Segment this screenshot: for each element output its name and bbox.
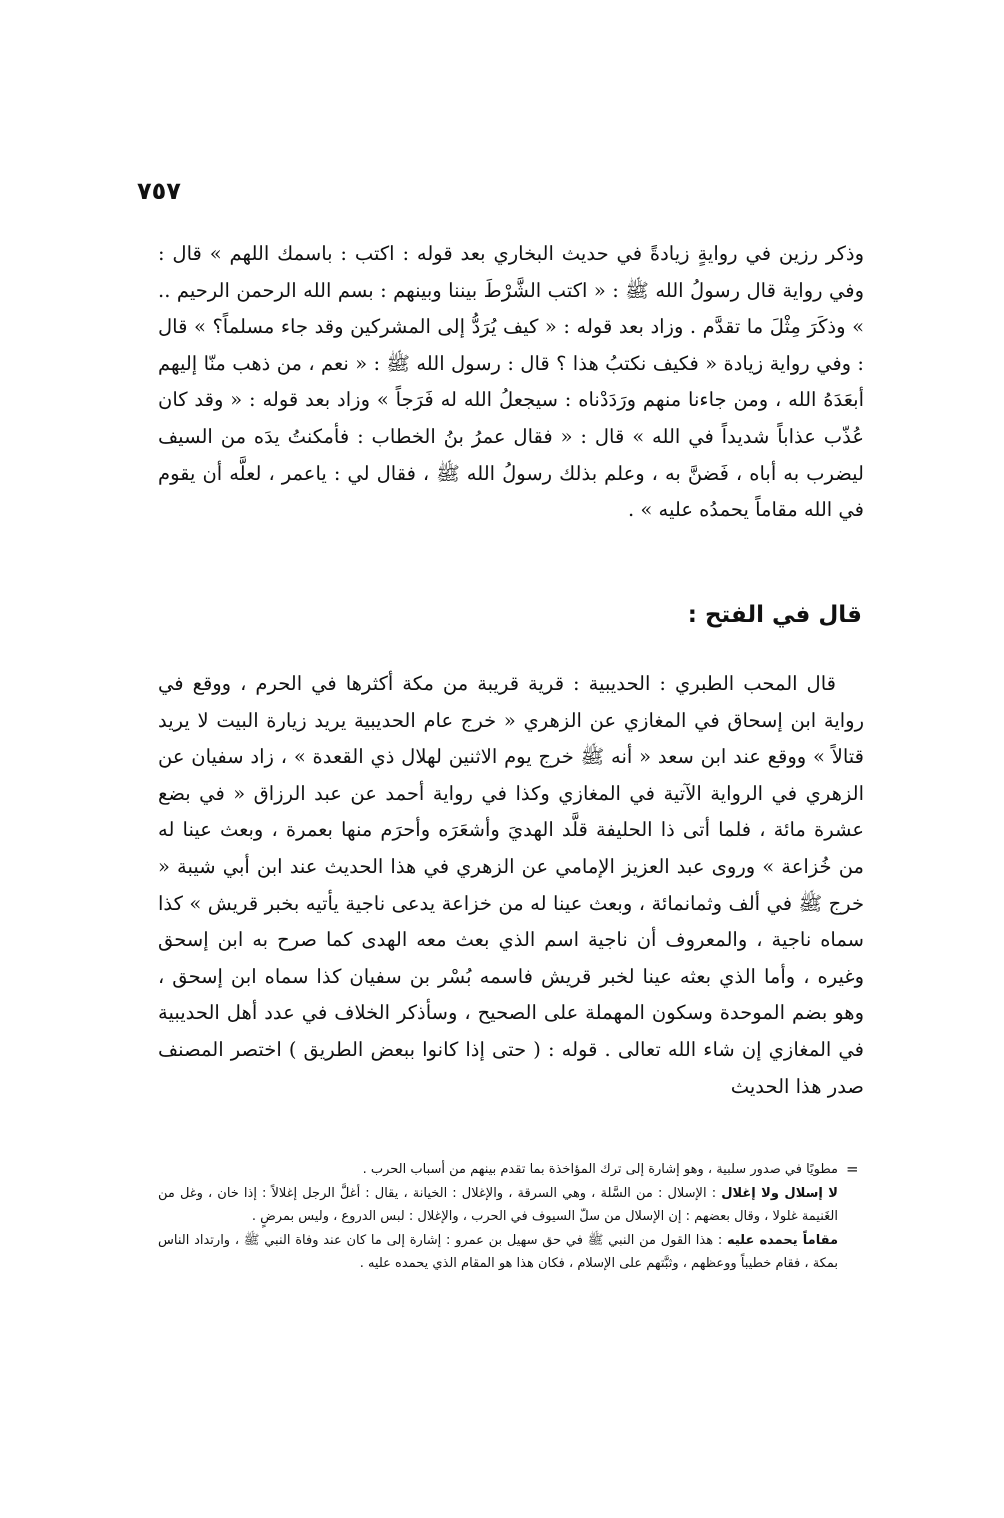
footnote-3 — [158, 1229, 838, 1276]
paragraph-2: قال المحب الطبري : الحديبية : قرية قريبة من مكة أكثرها في الحرم ، ووقع في رواية ابن إسحاق في المغازي عن الزهري « خرج عام الحديبية يريد زيارة البيت لا يريد قتالاً » ووقع عند ابن سعد « أنه ﷺ خرج يوم الاثنين لهلال ذي القعدة » ، زاد سفيان عن الزهري في الرواية الآتية في المغازي وكذا في رواية أحمد عن عبد الرزاق « في بضع عشرة مائة ، فلما أتى ذا الحليفة قلَّد الهديَ وأشعَرَه وأحرَم منها بعمرة ، وبعث عينا له من خُزاعة » وروى عبد العزيز الإمامي عن الزهري في هذا الحديث عند ابن أبي شيبة « خرج ﷺ في ألف وثمانمائة ، وبعث عينا له من خزاعة يدعى ناجية يأتيه بخبر قريش » كذا سماه ناجية ، والمعروف أن ناجية اسم الذي بعث معه الهدى كما صرح به ابن إسحق وغيره ، وأما الذي بعثه عينا لخبر قريش فاسمه بُسْر بن سفيان كذا سماه ابن إسحق ، وهو بضم الموحدة وسكون المهملة على الصحيح ، وسأذكر الخلاف في عدد أهل الحديبية في المغازي إن شاء الله تعالى . قوله : ( حتى إذا كانوا ببعض الطريق ) اختصر المصنف صدر هذا الحديث — [158, 672, 864, 1098]
footnotes — [158, 1158, 838, 1276]
footnote-continuation-marker: = — [846, 1160, 859, 1178]
section-heading: قال في الفتح : — [687, 602, 862, 628]
footnote-3-term: مقاماً يحمده عليه — [726, 1232, 839, 1248]
footnote-3-text: : هذا القول من النبي ﷺ في حق سهيل بن عمرو : إشارة إلى ما كان عند وفاة النبي ﷺ ، وارتداد الناس بمكة ، فقام خطيباً ووعظهم ، وثبَّتهم على الإسلام ، فكان هذا هو المقام الذي يحمده عليه . — [158, 1232, 838, 1271]
footnote-2-term: لا إسلال ولا إغلال — [721, 1185, 838, 1201]
footnote-1: مطويًا في صدور سلبية ، وهو إشارة إلى ترك المؤاخذة بما تقدم بينهم من أسباب الحرب . — [362, 1162, 838, 1177]
footnote-2-text: : الإسلال : من السَّلة ، وهي السرقة ، والإغلال : الخيانة ، يقال : أغلَّ الرجل إغلالاً : إذا خان ، وغل من الغَنيمة غلولا ، وقال بعضهم : إن الإسلال من سلّ السيوف في الحرب ، والإغلال : لبس الدروع ، وليس بمرضٍ . — [158, 1185, 838, 1224]
footnote-2 — [158, 1182, 838, 1229]
page-number: ٧٥٧ — [137, 177, 181, 205]
paragraph-1: وذكر رزين في روايةٍ زيادةً في حديث البخاري بعد قوله : اكتب : باسمك اللهم » قال : وفي رواية قال رسولُ الله ﷺ : « اكتب الشَّرْطَ بيننا وبينهم : بسم الله الرحمن الرحيم .. » وذكَرَ مِثْلَ ما تقدَّم . وزاد بعد قوله : « كيف يُرَدُّ إلى المشركين وقد جاء مسلماً؟ » قال : وفي رواية زيادة « فكيف نكتبُ هذا ؟ قال : رسول الله ﷺ : « نعم ، من ذهب منّا إليهم أبعَدَهُ الله ، ومن جاءنا منهم ورَدَدْناه : سيجعلُ الله له فَرَجاً » وزاد بعد قوله : « وقد كان عُذّب عذاباً شديداً في الله » قال : « فقال عمرُ بنُ الخطاب : فأمكنتُ يدَه من السيف ليضرب به أباه ، فَضنَّ به ، وعلم بذلك رسولُ الله ﷺ ، فقال لي : ياعمر ، لعلَّه أن يقوم في الله مقاماً يحمدُه عليه » . — [158, 242, 864, 522]
